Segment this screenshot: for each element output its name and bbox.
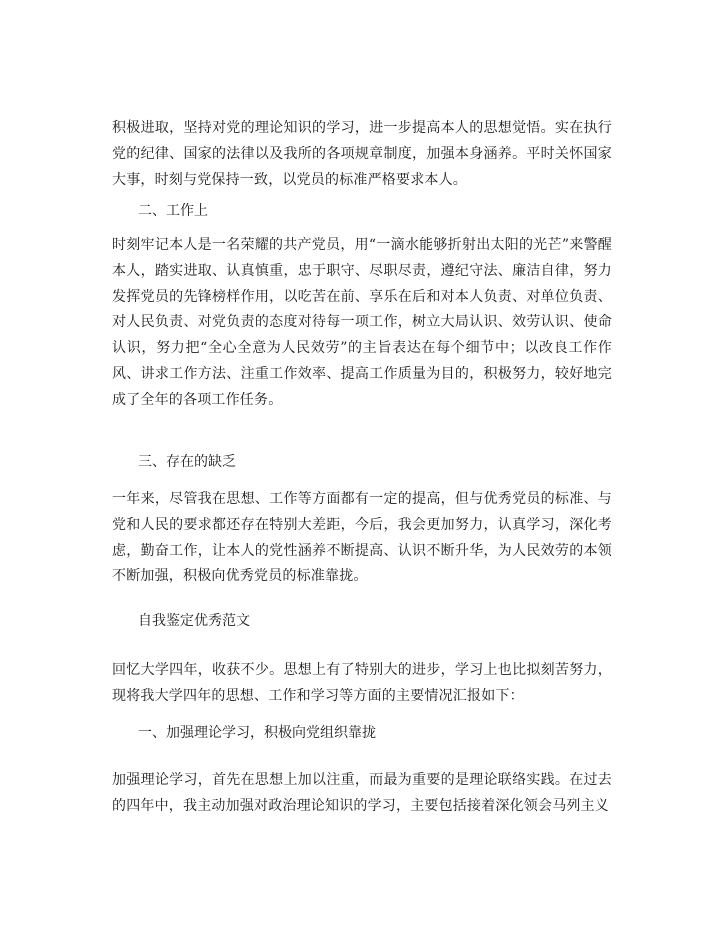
section-heading-sample-title: 自我鉴定优秀范文 — [138, 613, 250, 629]
section-heading-theory-study: 一、加强理论学习，积极向党组织靠拢 — [138, 725, 376, 741]
paragraph-party-discipline: 积极进取，坚持对党的理论知识的学习，进一步提高本人的思想觉悟。实在执行党的纪律、国家的法律以及我所的各项规章制度，加强本身涵养。平时关怀国家大事，时刻与党保持一致，以党员的标准严格要求本人。 — [112, 120, 612, 188]
paragraph-shortcomings: 一年来，尽管我在思想、工作等方面都有一定的提高，但与优秀党员的标准、与党和人民的要求都还存在特别大差距，今后，我会更加努力，认真学习，深化考虑，勤奋工作，让本人的党性涵养不断提高、认识不断升华，为人民效劳的本领不断加强，积极向优秀党员的标准靠拢。 — [112, 491, 612, 585]
paragraph-university-review: 回忆大学四年，收获不少。思想上有了特别大的进步，学习上也比拟刻苦努力，现将我大学四年的思想、工作和学习等方面的主要情况汇报如下： — [112, 662, 612, 704]
paragraph-theory-study: 加强理论学习，首先在思想上加以注重，而最为重要的是理论联络实践。在过去的四年中，我主动加强对政治理论知识的学习，主要包括接着深化领会马列主义 — [112, 772, 612, 814]
section-heading-shortcomings: 三、存在的缺乏 — [138, 454, 236, 470]
section-heading-work: 二、工作上 — [138, 203, 208, 219]
paragraph-work: 时刻牢记本人是一名荣耀的共产党员，用“一滴水能够折射出太阳的光芒”来警醒本人，踏实进取、认真慎重，忠于职守、尽职尽责，遵纪守法、廉洁自律，努力发挥党员的先锋榜样作用，以吃苦在前、享乐在后和对本人负责、对单位负责、对人民负责、对党负责的态度对待每一项工作，树立大局认识、效劳认识、使命认识，努力把“全心全意为人民效劳”的主旨表达在每个细节中；以改良工作作风、讲求工作方法、注重工作效率、提高工作质量为目的，积极努力，较好地完成了全年的各项工作任务。 — [112, 237, 612, 408]
